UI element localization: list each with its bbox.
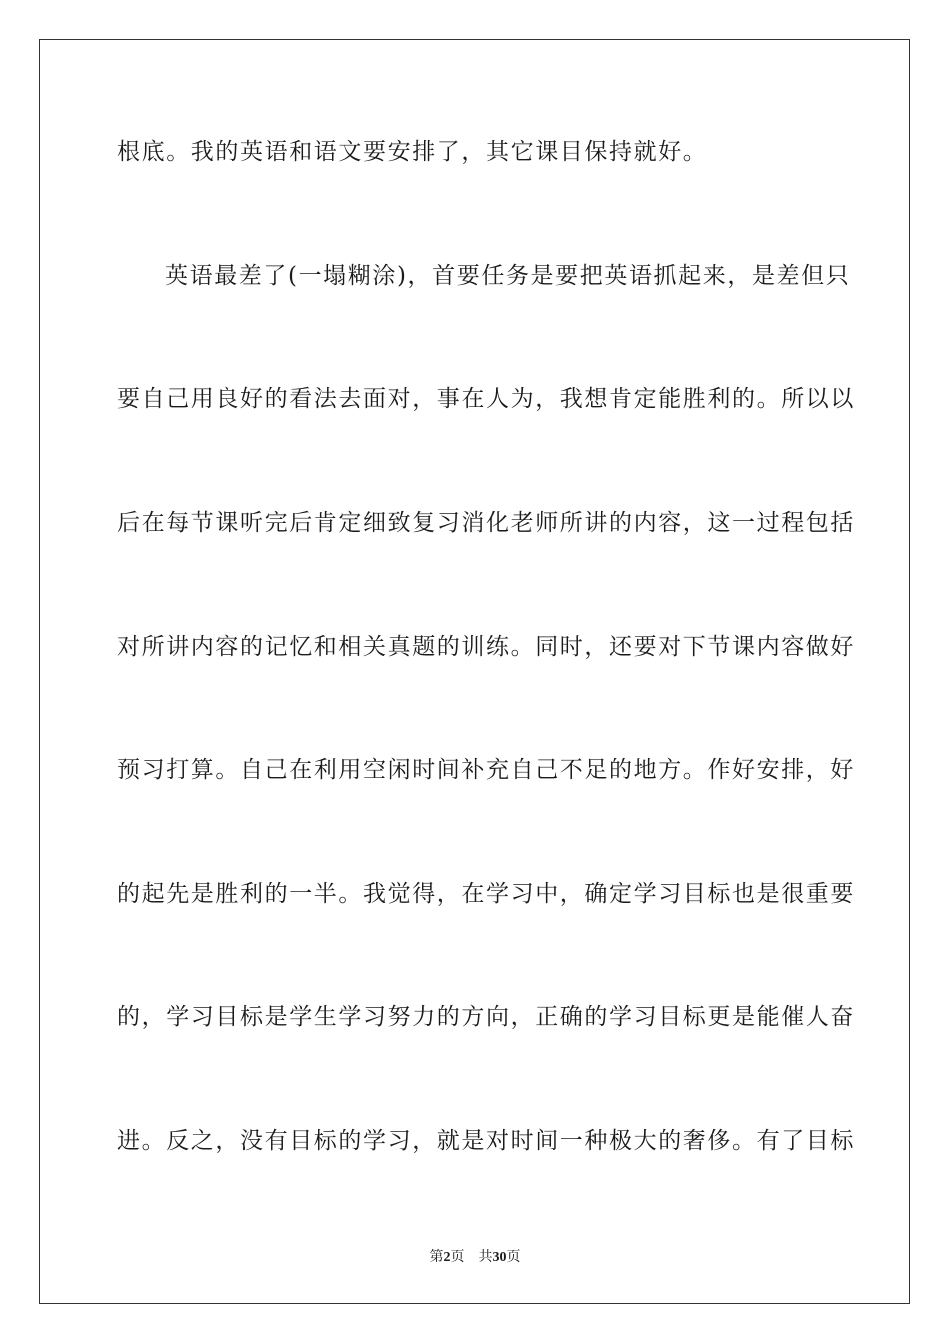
page-suffix: 页 bbox=[450, 1249, 465, 1265]
text-line-9: 进。反之，没有目标的学习，就是对时间一种极大的奢侈。有了目标 bbox=[117, 1128, 855, 1154]
text-line-8: 的，学习目标是学生学习努力的方向，正确的学习目标更是能催人奋 bbox=[117, 1004, 855, 1030]
page-number: 2 bbox=[443, 1250, 451, 1265]
text-line-1: 根底。我的英语和语文要安排了，其它课目保持就好。 bbox=[117, 139, 708, 165]
text-line-7: 的起先是胜利的一半。我觉得，在学习中，确定学习目标也是很重要 bbox=[117, 881, 855, 907]
text-line-5: 对所讲内容的记忆和相关真题的训练。同时，还要对下节课内容做好 bbox=[117, 634, 855, 660]
text-line-3: 要自己用良好的看法去面对，事在人为，我想肯定能胜利的。所以以 bbox=[117, 386, 855, 412]
page-prefix: 第 bbox=[429, 1249, 444, 1265]
text-line-4: 后在每节课听完后肯定细致复习消化老师所讲的内容，这一过程包括 bbox=[117, 510, 855, 536]
page-border bbox=[39, 39, 910, 1304]
text-line-6: 预习打算。自己在利用空闲时间补充自己不足的地方。作好安排，好 bbox=[117, 757, 855, 783]
text-line-2: 英语最差了(一塌糊涂)，首要任务是要把英语抓起来，是差但只 bbox=[165, 263, 851, 289]
page-footer bbox=[0, 1248, 950, 1267]
total-pages: 30 bbox=[492, 1250, 507, 1265]
total-suffix: 页 bbox=[506, 1249, 521, 1265]
total-prefix: 共 bbox=[478, 1249, 493, 1265]
